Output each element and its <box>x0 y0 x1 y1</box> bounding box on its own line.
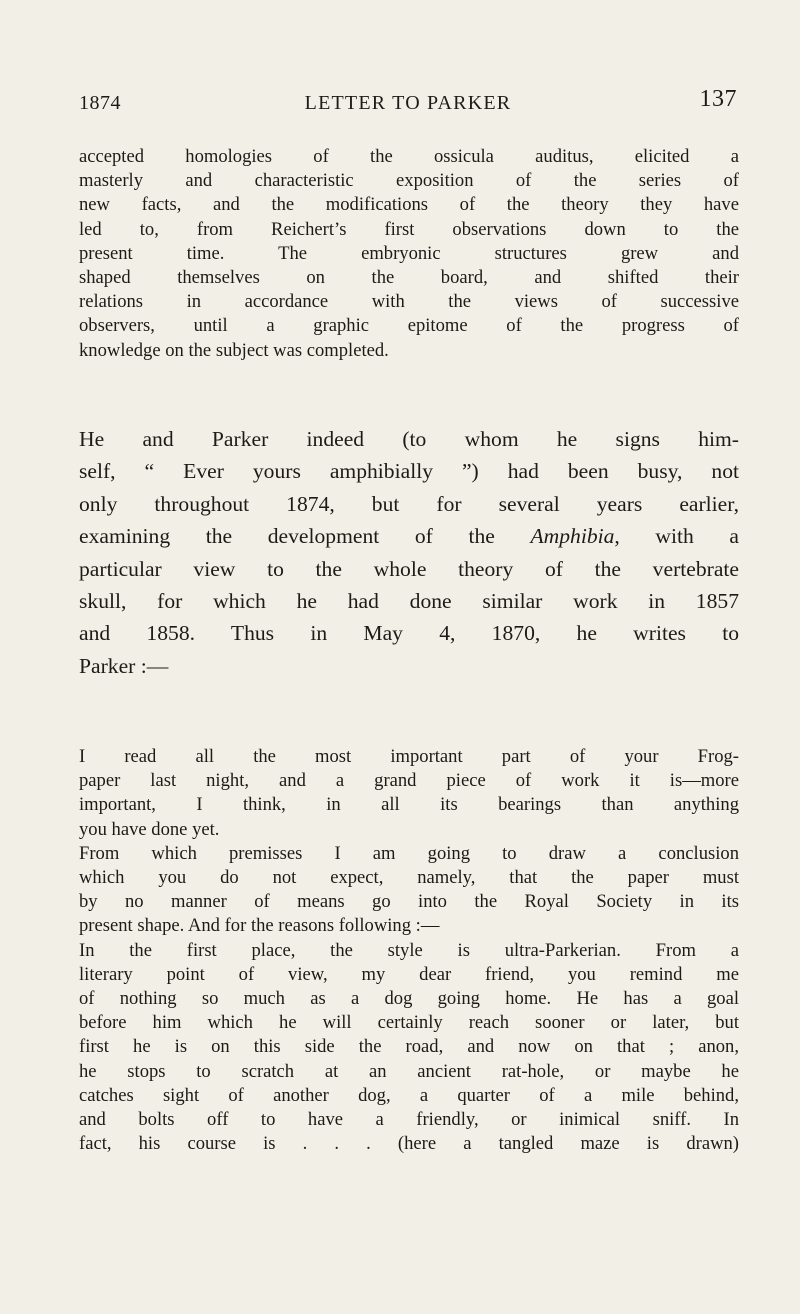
text-line <box>79 520 739 552</box>
text-line: led to, from Reichert’s first observations down to the <box>79 218 739 240</box>
text-line: and bolts off to have a friendly, or inimical sniff. In <box>79 1109 739 1131</box>
text-line: before him which he will certainly reach sooner or later, but <box>79 1012 739 1034</box>
page-number: 137 <box>699 86 737 112</box>
text-line: catches sight of another dog, a quarter of a mile behind, <box>79 1084 739 1106</box>
text-line: self, “ Ever yours amphibially ”) had been busy, not <box>79 459 739 484</box>
text-line: He and Parker indeed (to whom he signs him- <box>79 427 739 451</box>
text-line: he stops to scratch at an ancient rat-hole, or maybe he <box>79 1060 739 1082</box>
text-line: observers, until a graphic epitome of the progress of <box>79 315 739 337</box>
text-line: you have done yet. <box>79 818 220 840</box>
text-line: knowledge on the subject was completed. <box>79 339 389 361</box>
text-line: of nothing so much as a dog going home. He has a goal <box>79 988 739 1010</box>
text-line: In the first place, the style is ultra-Parkerian. From a <box>79 939 739 961</box>
italic-term: Amphibia <box>530 524 615 549</box>
text-line: Parker :— <box>79 653 169 678</box>
text-line: accepted homologies of the ossicula auditus, elicited a <box>79 146 739 167</box>
header-year: 1874 <box>79 92 121 114</box>
text-line: present shape. And for the reasons following :— <box>79 915 440 937</box>
letter-quotation <box>79 745 739 1156</box>
text-line: first he is on this side the road, and now on that ; anon, <box>79 1036 739 1058</box>
text-line: shaped themselves on the board, and shifted their <box>79 267 739 289</box>
text-line: literary point of view, my dear friend, you remind me <box>79 963 739 985</box>
text-line: by no manner of means go into the Royal Society in its <box>79 891 739 913</box>
text-line: important, I think, in all its bearings than anything <box>79 794 739 816</box>
running-head <box>79 86 737 122</box>
text-line: skull, for which he had done similar work in 1857 <box>79 589 739 614</box>
text-line: I read all the most important part of your Frog- <box>79 746 739 767</box>
text-line: which you do not expect, namely, that the paper must <box>79 867 739 889</box>
text-line: and 1858. Thus in May 4, 1870, he writes to <box>79 621 739 646</box>
text-line: only throughout 1874, but for several years earlier, <box>79 491 739 516</box>
text-segment: examining the development of the <box>79 524 531 549</box>
text-line: paper last night, and a grand piece of work it is—more <box>79 770 739 792</box>
paragraph-ossicula <box>79 145 739 363</box>
text-segment: , with a <box>614 524 739 549</box>
text-line: fact, his course is . . . (here a tangled maze is drawn) <box>79 1133 739 1155</box>
paragraph-parker <box>79 423 739 682</box>
text-line: particular view to the whole theory of the vertebrate <box>79 556 739 581</box>
text-line: new facts, and the modifications of the theory they have <box>79 194 739 216</box>
text-line: present time. The embryonic structures grew and <box>79 242 739 264</box>
header-title: LETTER TO PARKER <box>304 92 512 114</box>
text-line: From which premisses I am going to draw a conclusion <box>79 842 739 864</box>
text-line: relations in accordance with the views of successive <box>79 291 739 313</box>
text-line: masterly and characteristic exposition of the series of <box>79 170 739 192</box>
